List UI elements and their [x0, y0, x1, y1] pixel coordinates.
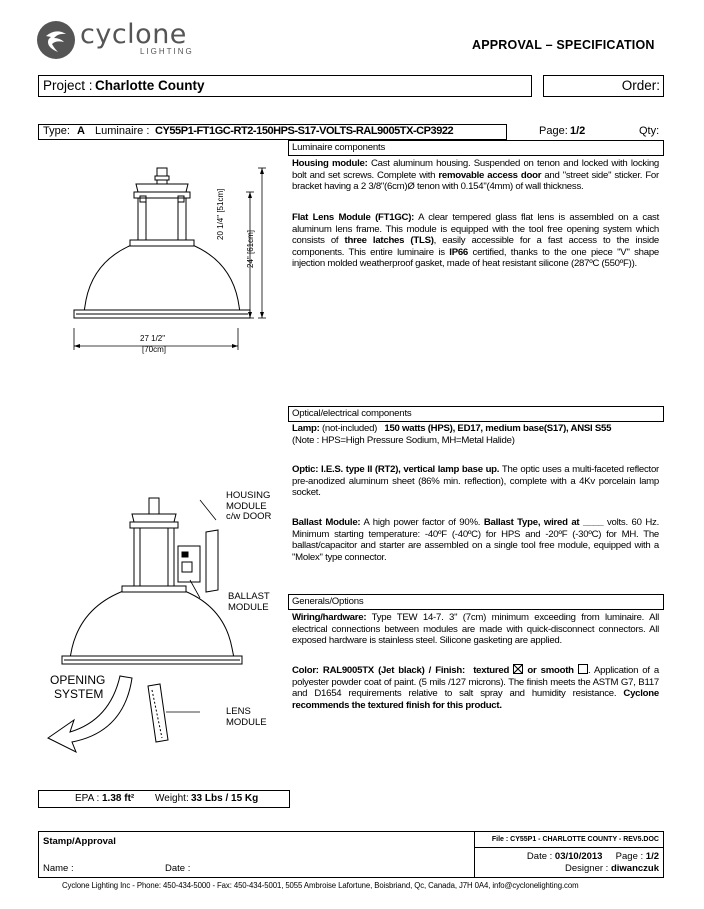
lamp-title: Lamp:: [292, 423, 320, 434]
designer-value: diwanczuk: [610, 863, 659, 874]
date-line: Date : 03/10/2013 Page : 1/2: [526, 851, 659, 862]
dim-height-total: [246, 230, 255, 268]
file-divider: [474, 847, 664, 848]
stamp-box: [38, 831, 664, 878]
housing-text2: and "street side" sticker. For bracket having a 2 3/8"(6cm)Ø tenon with 0.154"(4mm) of wall thickness.: [292, 169, 659, 193]
dim-height-total-value: 24": [246, 256, 255, 268]
wiring-title: Wiring/hardware:: [292, 612, 367, 623]
project-name: Charlotte County: [95, 78, 205, 93]
date-value: 03/10/2013: [554, 851, 603, 862]
project-box: [38, 75, 532, 97]
page-value: 1/2: [570, 125, 586, 137]
color-text1: . Application of a polyester powder coat of paint. (5 mils /127 microns). The finish meets the ASTM G7, B117 and D1654 requirements relative to salt spray and humidity resistance.: [292, 665, 660, 700]
stamp-name-label: Name :: [43, 863, 74, 874]
company-line: Cyclone Lighting Inc - Phone: 450-434-5000 - Fax: 450-434-5001, 5055 Ambroise Lafortune, Boisbriand, Qc, Canada, J7H 0A4, info@cyclonelighting.com: [62, 881, 579, 890]
brand-logo: [36, 19, 194, 60]
dim-width-metric: [70cm]: [142, 345, 167, 354]
epa-label: EPA :: [75, 793, 100, 804]
optic-paragraph: [292, 464, 659, 499]
housing-text1: Cast aluminum housing. Suspended on tenon and locked with locking bolt and set screws. Complete with: [292, 158, 660, 181]
flat-lens-text1: A clear tempered glass flat lens is assembled on a cast aluminum lens frame. This module is equipped with the tool free opening system which consists of: [292, 212, 659, 247]
color-title: Color: RAL9005TX (Jet black) / Finish:: [292, 665, 465, 676]
color-bold-end: Cyclone recommends the textured finish for this product.: [292, 688, 659, 711]
ballast-text2: volts. 60 Hz. Minimum starting temperature: -40ºF (-40ºC) for HPS and -20ºF (-30ºC) for MH. The ballast/capacitor and starter are assembled on a single tool free module, equipped with a "Molex" type connector.: [292, 517, 659, 563]
type-box: [38, 124, 507, 140]
dim-height-upper: [216, 189, 225, 240]
label-housing-module: HOUSING MODULE c/w DOOR: [226, 490, 272, 522]
cyclone-logo-icon: [36, 20, 76, 60]
optic-title: Optic:: [292, 464, 319, 475]
flat-lens-paragraph: [292, 212, 659, 270]
smooth-checkbox[interactable]: [578, 664, 588, 674]
wiring-text1: Type TEW 14-7. 3" (7cm) minimum exceeding from luminaire. All electrical connections between modules are made with quick-disconnect connectors. All exposed hardware is stainless steel. Silicone gasketing are applied.: [292, 612, 659, 647]
stamp-date-label: Date :: [165, 863, 191, 874]
designer-line: Designer : diwanczuk: [565, 863, 659, 874]
ballast-text1: A high power factor of 90%.: [363, 517, 481, 528]
dim-height-upper-metric: [51cm]: [216, 188, 225, 213]
lamp-paragraph: [292, 423, 659, 446]
ballast-bold1: Ballast Type, wired at ____: [483, 517, 604, 528]
section-optical-electrical: Optical/electrical components: [288, 406, 664, 422]
brand-sub: LIGHTING: [140, 47, 194, 56]
footer-divider: [474, 832, 475, 877]
optic-text1: The optic uses a multi-faceted reflector pre-anodized aluminum sheet (86% min. reflection), complete with a 4Kv porcelain lamp socket.: [292, 464, 659, 499]
ballast-title: Ballast Module:: [292, 517, 361, 528]
housing-paragraph: [292, 158, 659, 193]
section-luminaire-components: Luminaire components: [288, 140, 664, 156]
page-label: Page:: [539, 125, 568, 137]
section-generals-options: Generals/Options: [288, 594, 664, 610]
dim-height-upper-value: 20 1/4": [216, 214, 225, 240]
order-box: [543, 75, 664, 97]
flat-lens-bold2: IP66: [449, 246, 469, 258]
epa-value: 1.38 ft²: [102, 793, 135, 804]
textured-checkbox[interactable]: [513, 664, 523, 674]
color-or-smooth: or smooth: [527, 665, 574, 676]
weight-value: 33 Lbs / 15 Kg: [191, 793, 259, 804]
flat-lens-text2: , easily accessible for a fast access to the inside components. This entire luminaire is: [292, 235, 660, 258]
ballast-paragraph: [292, 517, 659, 563]
housing-bold1: removable access door: [438, 169, 542, 181]
luminaire-code: CY55P1-FT1GC-RT2-150HPS-S17-VOLTS-RAL9005TX-CP3922: [155, 125, 454, 137]
file-label: File : CY55P1 - CHARLOTTE COUNTY - REV5.DOC: [491, 836, 659, 843]
housing-title: Housing module:: [292, 158, 368, 169]
color-textured: textured: [473, 665, 510, 676]
label-ballast-module: BALLAST MODULE: [228, 591, 270, 613]
label-opening-system: OPENING SYSTEM: [50, 673, 106, 701]
flat-lens-bold1: three latches (TLS): [344, 235, 434, 247]
footer-page-value: 1/2: [645, 851, 659, 862]
flat-lens-text3: certified, thanks to the one piece "V" shape injection molded weatherproof gasket, made of heat resistant silicone (287ºC (550ºF)).: [292, 246, 659, 270]
epa-box: [38, 790, 290, 808]
doc-title: APPROVAL – SPECIFICATION: [472, 38, 655, 52]
lamp-text1: (not-included): [321, 423, 378, 434]
dim-width-value: 27 1/2": [140, 334, 166, 343]
stamp-label: Stamp/Approval: [43, 836, 116, 847]
type-label: Type:: [43, 125, 70, 137]
brand-name: cyclone: [80, 19, 187, 50]
color-paragraph: [292, 664, 659, 711]
flat-lens-title: Flat Lens Module (FT1GC):: [292, 212, 415, 223]
lamp-note: (Note : HPS=High Pressure Sodium, MH=Metal Halide): [292, 434, 515, 446]
wiring-paragraph: [292, 612, 659, 647]
checked-x-icon: [514, 665, 522, 673]
label-lens-module: LENS MODULE: [226, 706, 267, 728]
project-label: Project :: [43, 78, 93, 93]
weight-label: Weight:: [155, 793, 189, 804]
order-label: Order:: [621, 78, 660, 93]
qty-label: Qty:: [639, 125, 660, 137]
luminaire-label: Luminaire :: [95, 125, 150, 137]
optic-bold1: I.E.S. type II (RT2), vertical lamp base up.: [321, 464, 500, 475]
dim-height-total-metric: [61cm]: [246, 230, 255, 255]
type-value: A: [77, 125, 85, 137]
lamp-bold1: 150 watts (HPS), ED17, medium base(S17), ANSI S55: [384, 423, 612, 434]
